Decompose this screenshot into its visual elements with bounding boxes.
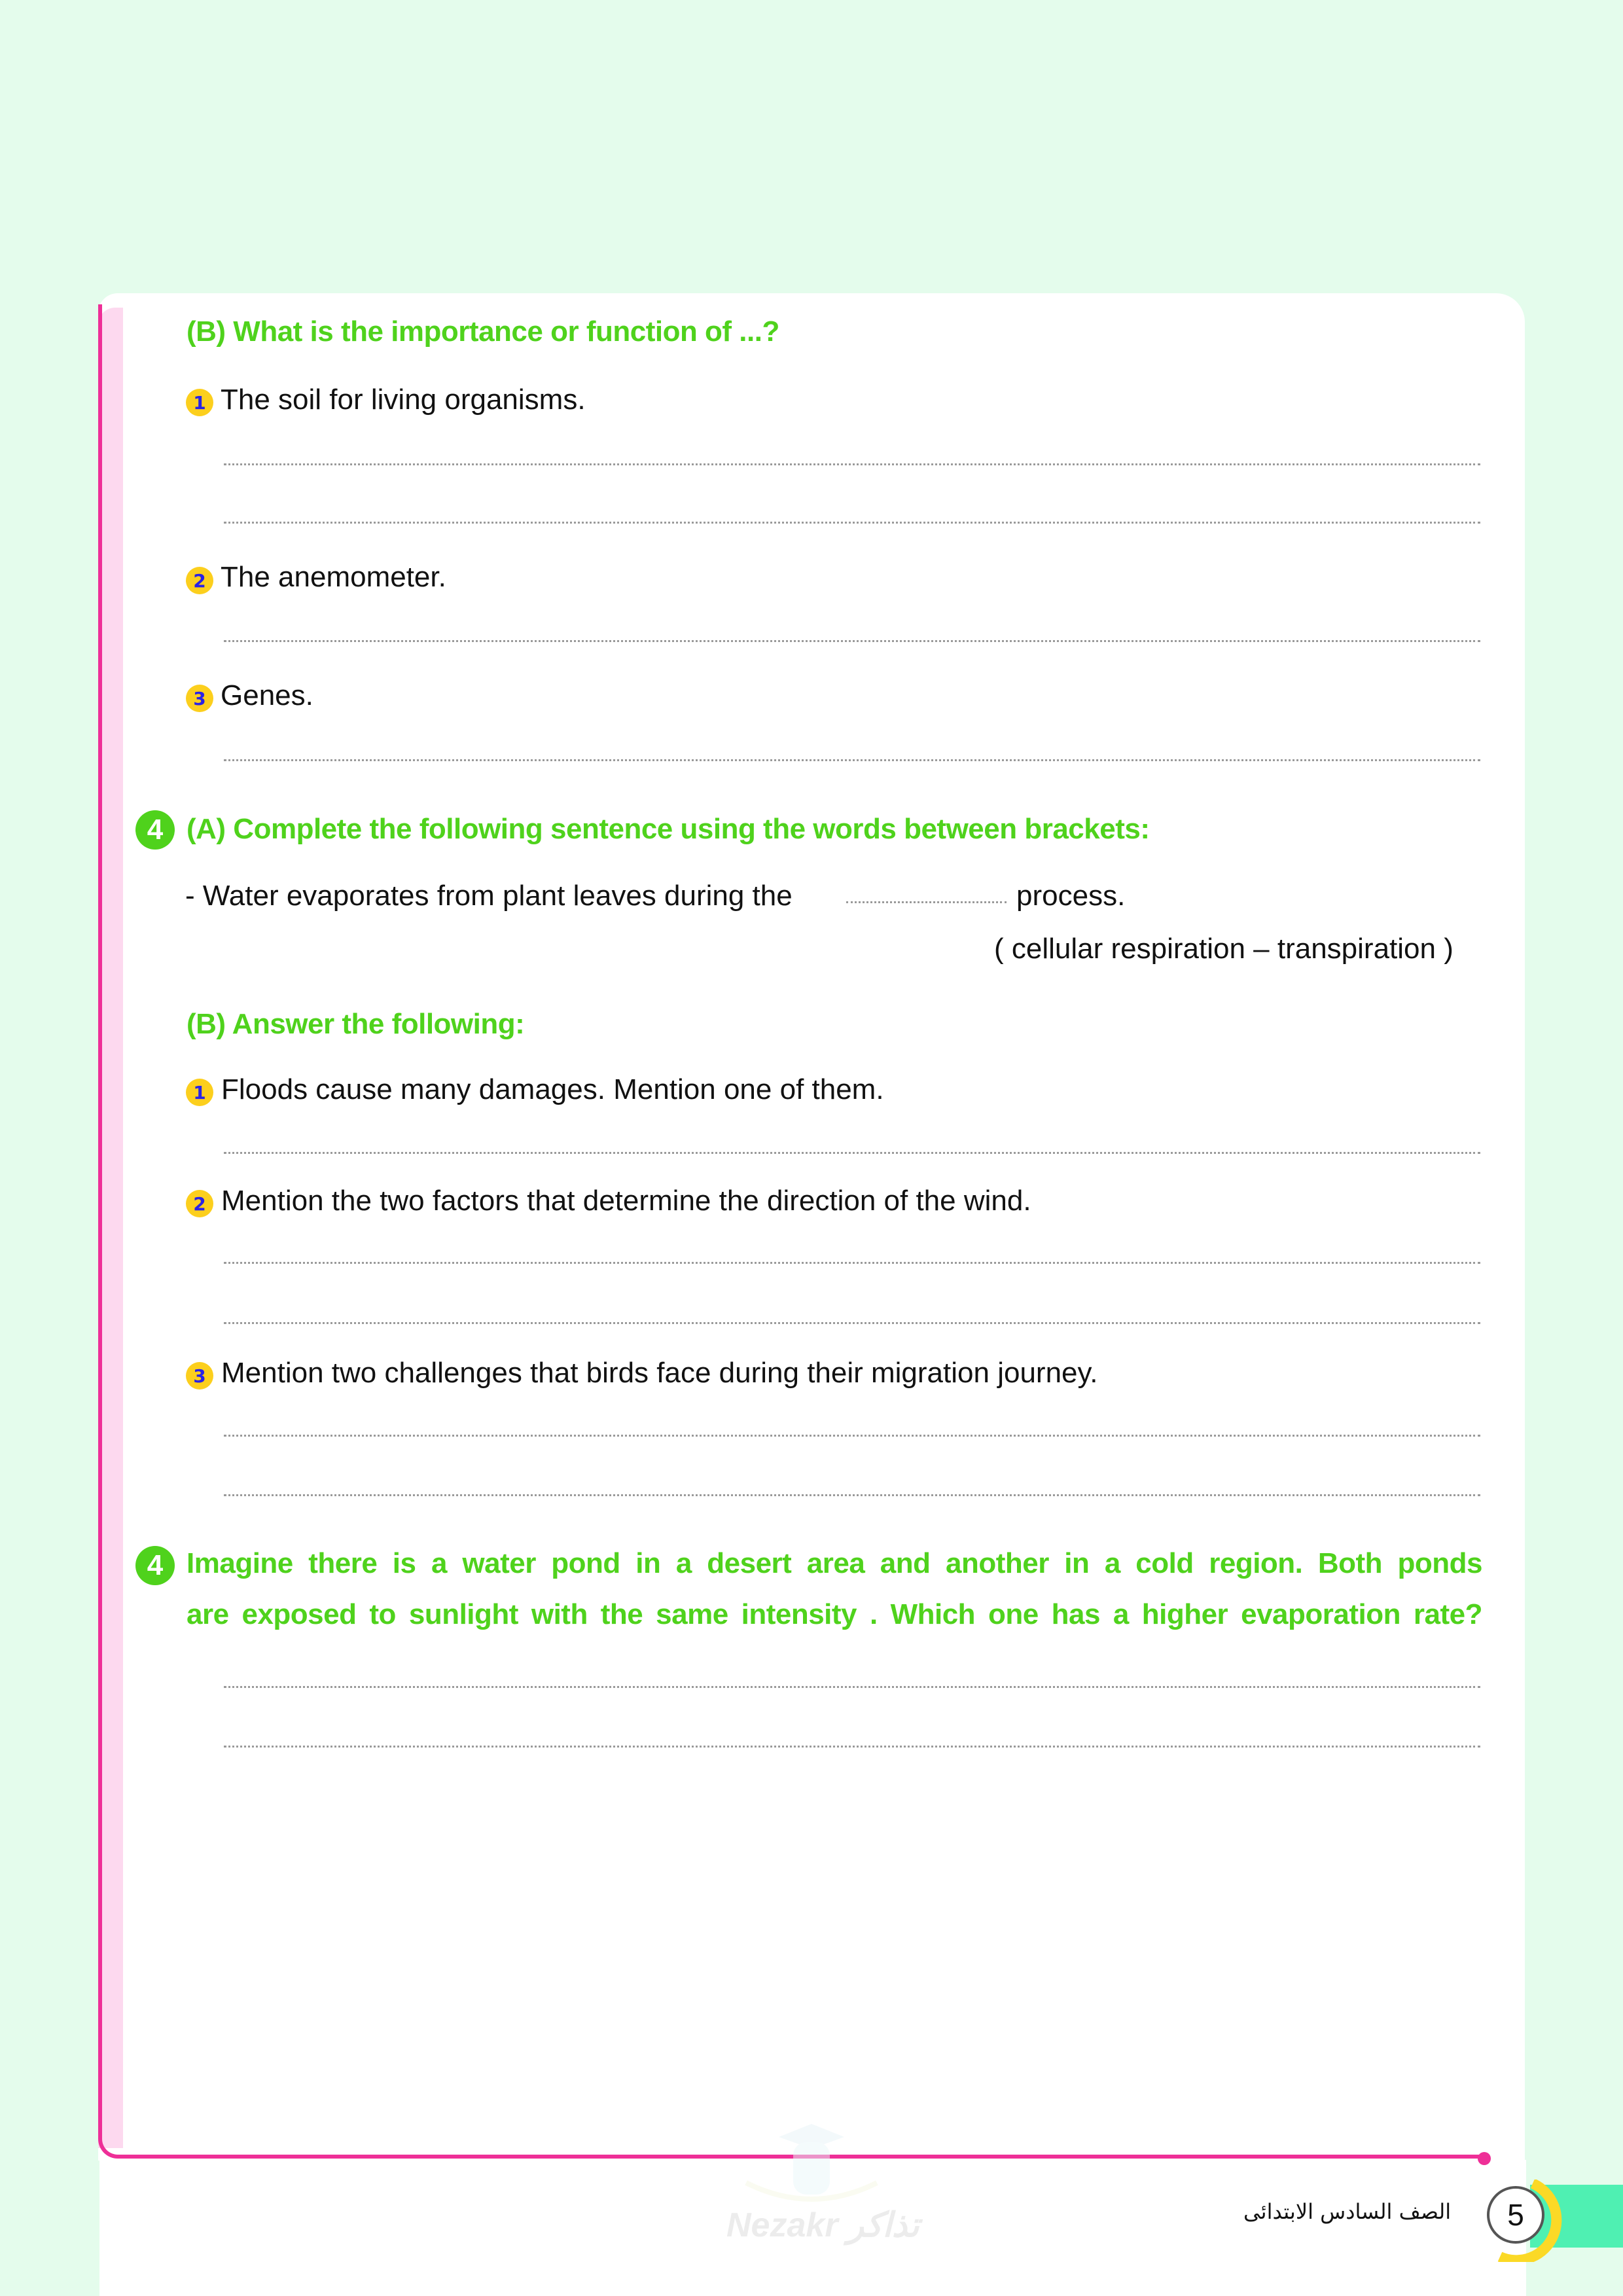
answer-line[interactable] — [224, 522, 1480, 524]
question-4c-line-1: Imagine there is a water pond in a desert area and another in a cold region. Both ponds — [187, 1547, 1482, 1579]
word-choices: ( cellular respiration – transpiration ) — [994, 933, 1454, 965]
question-4b-heading: (B) Answer the following: — [187, 1008, 525, 1040]
answer-line[interactable] — [224, 1746, 1480, 1748]
answer-line[interactable] — [224, 1322, 1480, 1324]
question-number-badge: 4 — [135, 810, 175, 850]
question-item: Genes. — [221, 679, 313, 711]
question-4c-line-2: are exposed to sunlight with the same intensity . Which one has a higher evaporation rate? — [187, 1598, 1482, 1630]
border-end-dot — [1478, 2152, 1491, 2165]
question-4a-heading: (A) Complete the following sentence using the words between brackets: — [187, 813, 1150, 845]
answer-line[interactable] — [224, 1435, 1480, 1437]
answer-line[interactable] — [224, 463, 1480, 465]
watermark-text: Nezakr تذاكر — [726, 2206, 919, 2244]
sentence-end: process. — [1016, 880, 1126, 912]
item-number-badge: 2 — [186, 1190, 213, 1217]
item-number-badge: 1 — [186, 389, 213, 416]
question-item: The soil for living organisms. — [221, 384, 586, 416]
question-item: The anemometer. — [221, 561, 446, 593]
question-number-badge: 4 — [135, 1546, 175, 1585]
answer-line[interactable] — [224, 1152, 1480, 1154]
question-item: Floods cause many damages. Mention one of them. — [221, 1073, 884, 1105]
item-number-badge: 3 — [186, 685, 213, 712]
answer-line[interactable] — [224, 759, 1480, 761]
item-number-badge: 3 — [186, 1362, 213, 1390]
answer-line[interactable] — [224, 1262, 1480, 1264]
grade-label: الصف السادس الابتدائى — [1243, 2199, 1452, 2224]
item-number-badge: 2 — [186, 567, 213, 594]
section-b-heading: (B) What is the importance or function of ...? — [187, 315, 779, 348]
item-number-badge: 1 — [186, 1079, 213, 1106]
sentence-start: - Water evaporates from plant leaves during the — [185, 880, 793, 912]
answer-line[interactable] — [224, 640, 1480, 642]
answer-line[interactable] — [224, 1494, 1480, 1496]
fill-blank[interactable] — [846, 901, 1007, 903]
question-item: Mention two challenges that birds face during their migration journey. — [221, 1357, 1098, 1389]
page-number: 5 — [1487, 2186, 1544, 2244]
question-item: Mention the two factors that determine the direction of the wind. — [221, 1185, 1031, 1217]
answer-line[interactable] — [224, 1686, 1480, 1688]
